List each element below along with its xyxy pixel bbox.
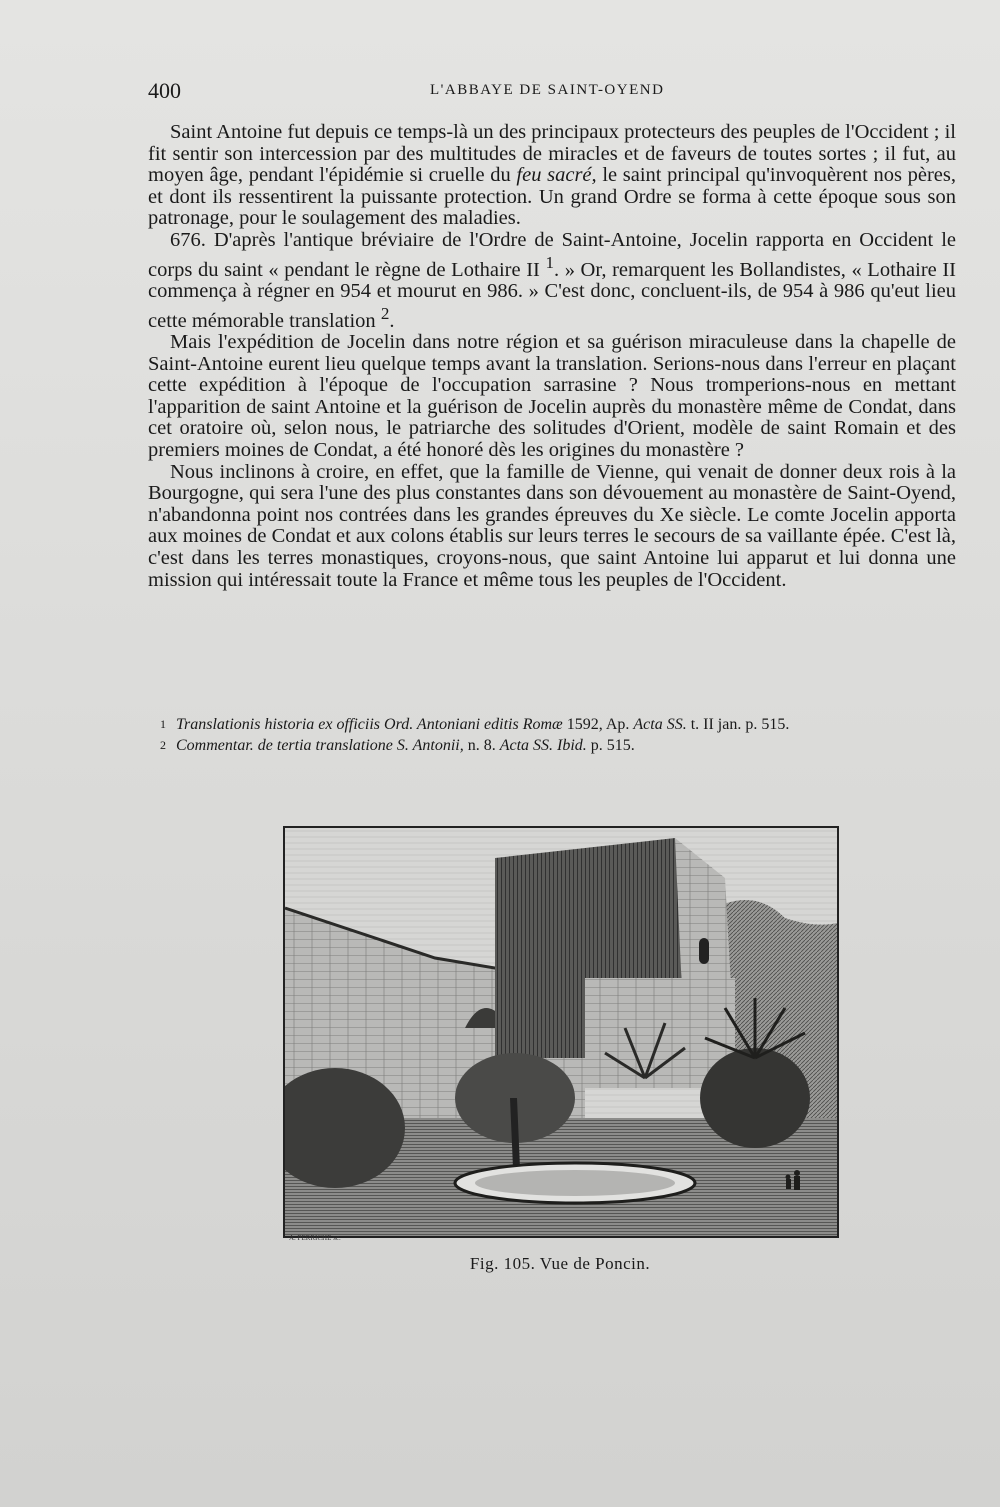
figure-person bbox=[794, 1170, 800, 1176]
palm-right bbox=[700, 1048, 810, 1148]
footnote-1-roman: 1592, Ap. bbox=[562, 716, 634, 733]
footnote-2-italic-2: Acta SS. Ibid. bbox=[499, 737, 587, 754]
footnote-1-italic: Translationis historia ex officiis Ord. Antoniani editis Romæ bbox=[176, 716, 563, 733]
paragraph-1-text-a: Saint Antoine fut depuis ce temps-là un des principaux protecteurs des peuples de l'Occident ; il fit sentir son intercession par des multitudes de miracles et de faveurs de toutes sortes ; il fut, au moyen âge, pendant l'épidémie si cruelle du bbox=[148, 121, 956, 187]
paragraph-3: Mais l'expédition de Jocelin dans notre région et sa guérison miraculeuse dans la chapelle de Saint-Antoine eurent lieu quelque temps avant la translation. Serions-nous dans l'erreur en plaçant cette expédition à l'époque de l'occupation sarrasine ? Nous tromperions-nous en mettant l'apparition de saint Antoine et la guérison de Jocelin auprès du monastère même de Condat, dans cet oratoire où, selon nous, le patriarche des solitudes d'Orient, modèle de saint Romain et des premiers moines de Condat, a été honoré dès les origines du monastère ? bbox=[148, 331, 956, 461]
footnote-1-roman-2: t. II jan. p. 515. bbox=[686, 716, 790, 733]
footnotes bbox=[160, 714, 960, 756]
paragraph-4: Nous inclinons à croire, en effet, que la famille de Vienne, qui venait de donner deux rois à la Bourgogne, qui sera l'une des plus constantes dans son dévouement au monastère de Saint-Oyend, n'abandonna point nos contrées dans les grandes épreuves du Xe siècle. Le comte Jocelin apporta aux moines de Condat et aux colons établis sur leurs terres le secours de sa vaillante épée. C'est là, c'est dans les terres monastiques, croyons-nous, que saint Antoine lui apparut et lui donna une mission qui intéressait toute la France et même tous les peuples de l'Occident. bbox=[148, 460, 956, 591]
figure-child bbox=[786, 1175, 791, 1180]
footnote-1-number: 1 bbox=[160, 717, 166, 731]
figure-caption bbox=[0, 1254, 1000, 1274]
page-number: 400 bbox=[148, 78, 181, 103]
footnote-1-italic-2: Acta SS. bbox=[633, 716, 687, 733]
engraving-illustration bbox=[283, 826, 839, 1238]
figure-caption-text: Fig. 105. Vue de Poncin. bbox=[469, 1254, 651, 1273]
engraving-svg bbox=[285, 828, 837, 1236]
footnote-2-number: 2 bbox=[160, 738, 166, 752]
footnote-2-roman: n. 8. bbox=[463, 737, 500, 754]
page-header bbox=[148, 78, 938, 108]
body-text bbox=[148, 122, 956, 591]
tower-window bbox=[699, 938, 709, 964]
footnote-ref-1: 1 bbox=[545, 252, 554, 272]
paragraph-1-text-b: le saint principal qu'invoquèrent nos pères, et dont ils ressentirent la puissante protection. Un grand Ordre se forma à cette époque sous son patronage, pour le soulagement des maladies. bbox=[148, 164, 956, 230]
paragraph-2-text-c: . bbox=[389, 309, 395, 332]
engraver-signature: A. PERRICHE sc. bbox=[289, 1234, 341, 1242]
footnote-ref-2: 2 bbox=[380, 303, 390, 323]
paragraph-2-text-a: 676. D'après l'antique bréviaire de l'Ordre de Saint-Antoine, Jocelin rapporta en Occident le corps du saint « pendant le règne de Lothaire II bbox=[148, 228, 956, 281]
paragraph-1-italic: feu sacré, bbox=[516, 164, 597, 187]
running-title: L'ABBAYE DE SAINT-OYEND bbox=[430, 82, 665, 98]
figure-child-body bbox=[786, 1179, 791, 1189]
paragraph-2 bbox=[148, 230, 956, 332]
footnote-2-roman-2: p. 515. bbox=[586, 737, 635, 754]
fountain-water bbox=[475, 1170, 675, 1196]
paragraph-2-text-b: . » Or, remarquent les Bollandistes, « Lothaire II commença à régner en 954 et mourut en 986. » C'est donc, concluent-ils, de 954 à 986 qu'eut lieu cette mémorable translation bbox=[148, 258, 956, 332]
figure-person-body bbox=[794, 1176, 800, 1190]
footnote-1 bbox=[160, 714, 960, 735]
footnote-2-italic: Commentar. de tertia translatione S. Antonii, bbox=[176, 737, 464, 754]
footnote-2 bbox=[160, 735, 960, 756]
paragraph-1 bbox=[148, 122, 956, 230]
